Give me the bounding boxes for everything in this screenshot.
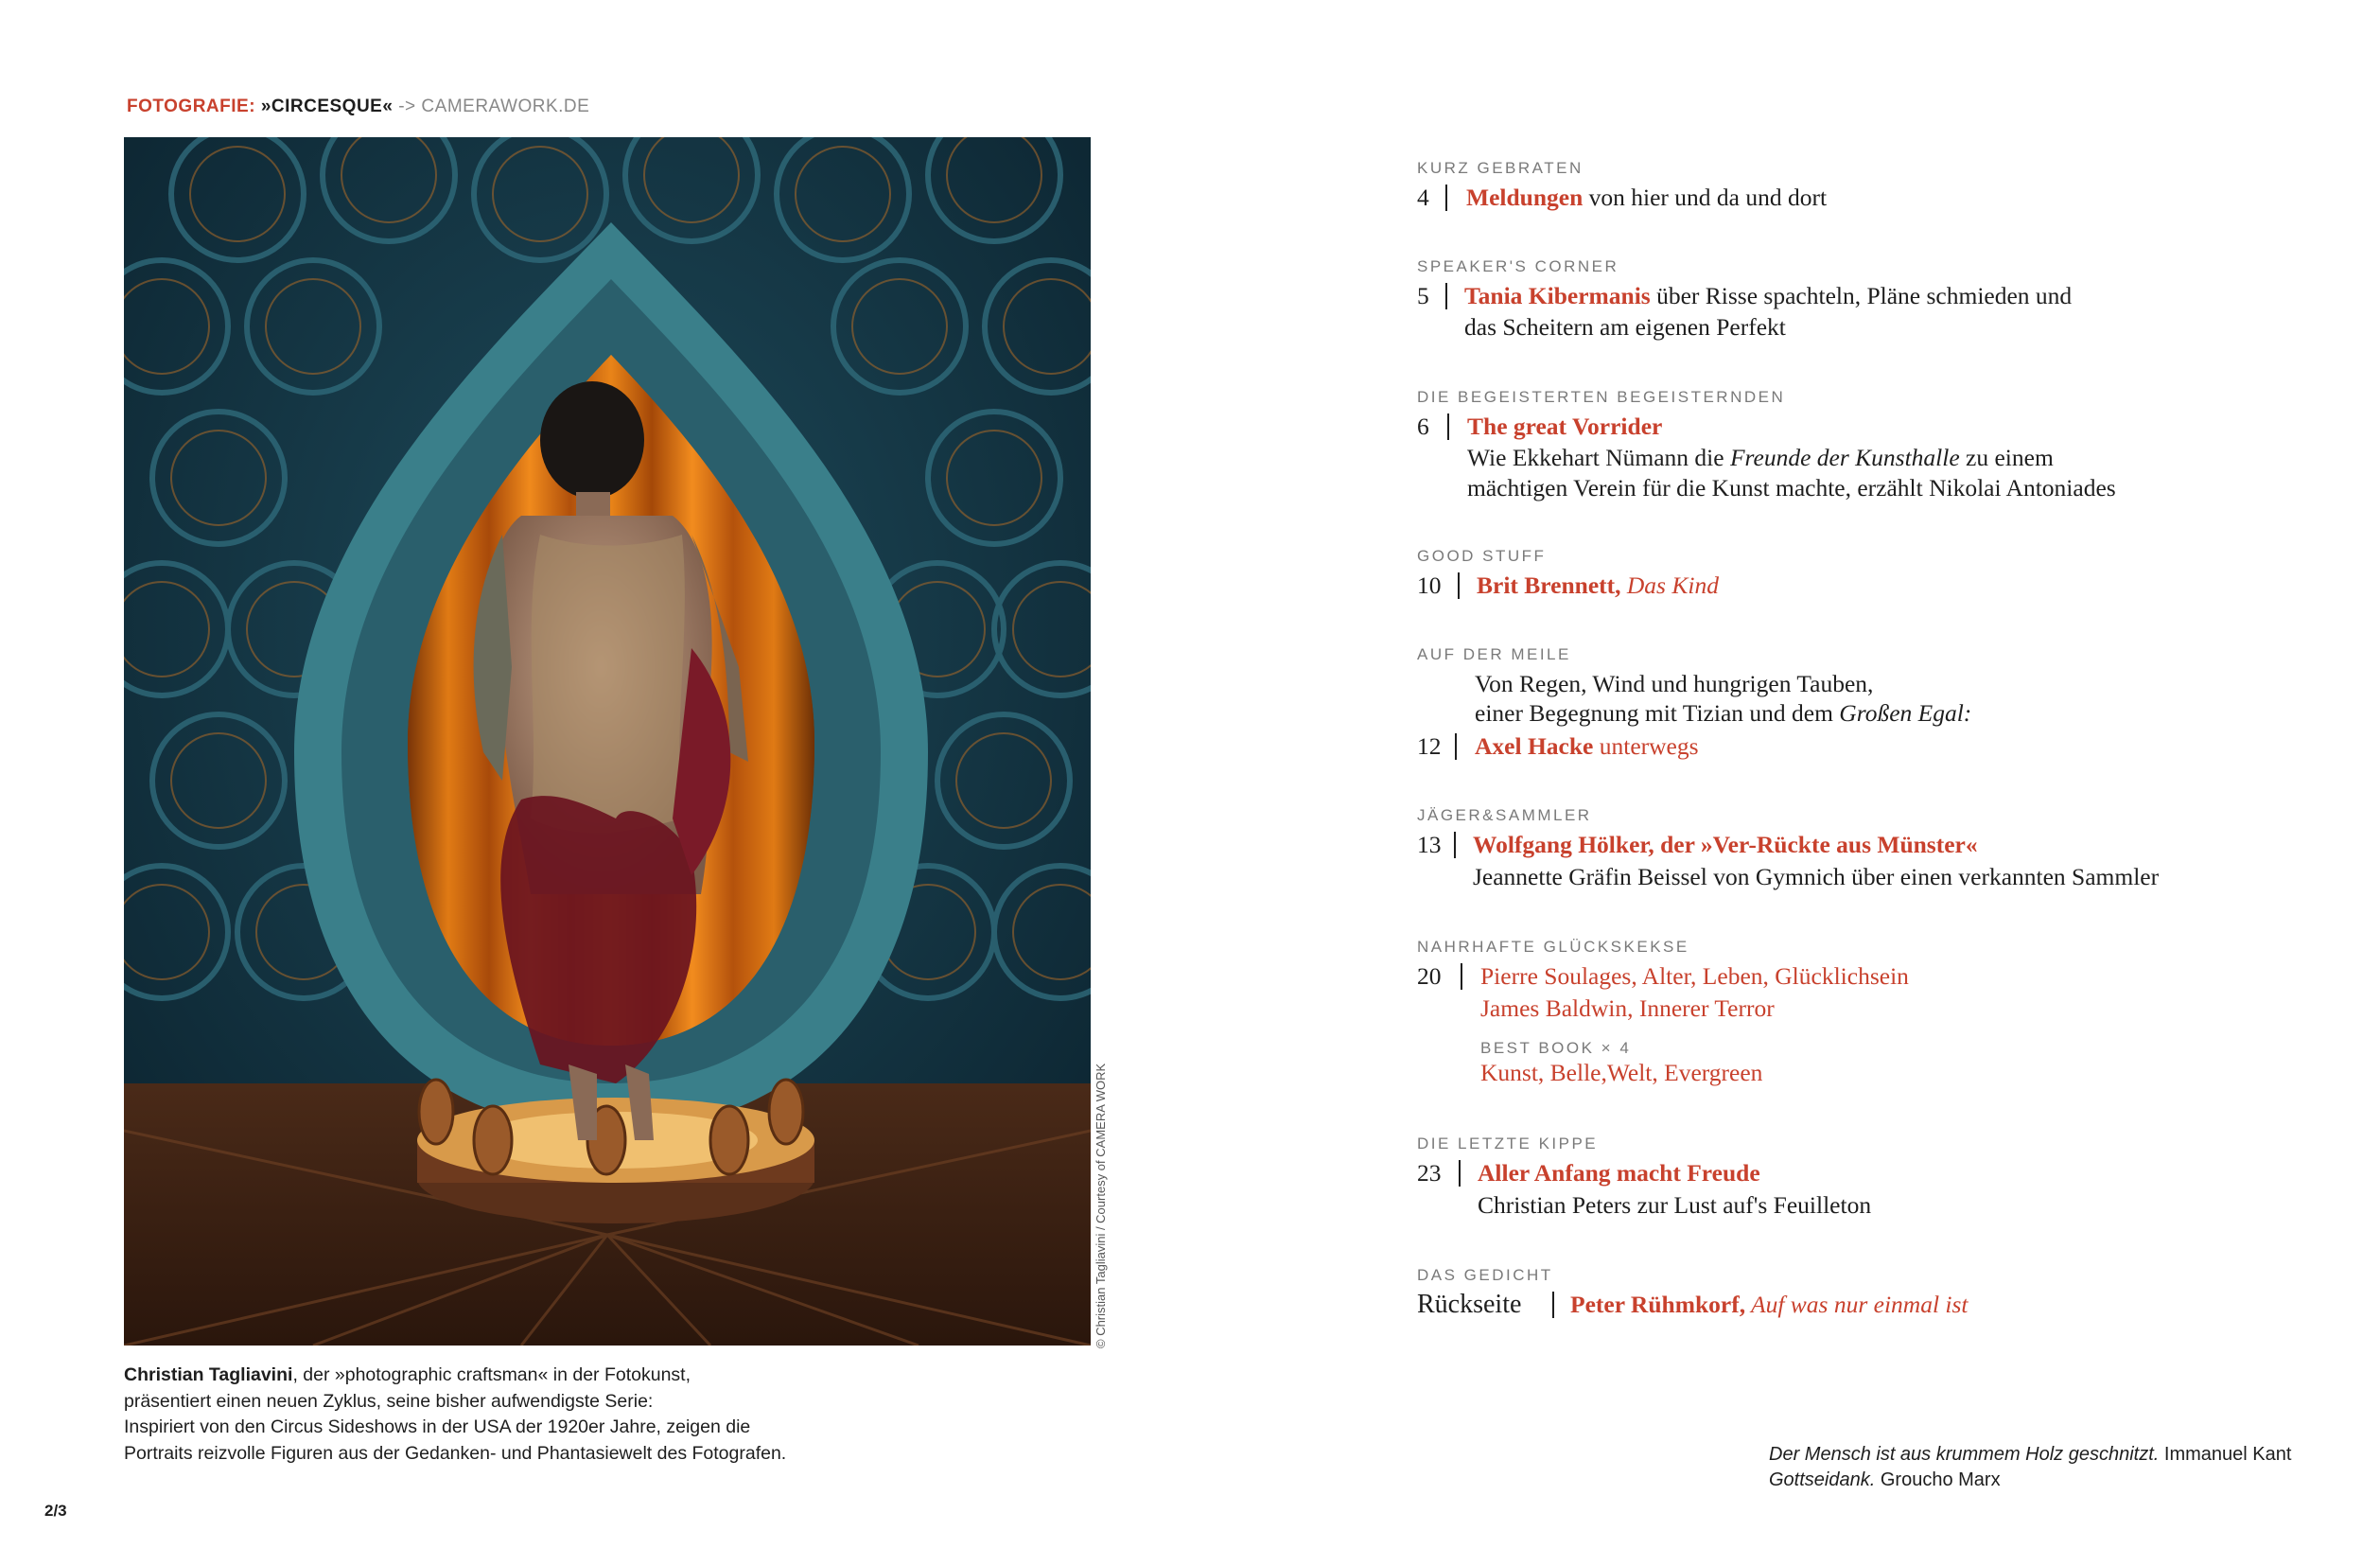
kicker-label: FOTOGRAFIE: <box>127 97 256 116</box>
entry-subtitle-line2: das Scheitern am eigenen Perfekt <box>1464 313 1786 341</box>
entry-subtitle-line2: Wie Ekkehart Nümann die Freunde der Kunsthalle zu einem <box>1467 444 2054 471</box>
book-2: James Baldwin, Innerer Terror <box>1480 994 1775 1022</box>
quote-1-author: Immanuel Kant <box>2159 1444 2292 1465</box>
entry-title: Aller Anfang macht Freude <box>1478 1159 1760 1187</box>
toc-entry-glueckskekse[interactable] <box>1417 938 2316 1112</box>
toc-entry-kurz-gebraten[interactable] <box>1417 159 2316 213</box>
footer-quotes <box>1769 1442 2291 1493</box>
entry-subtitle: von hier und da und dort <box>1583 184 1828 211</box>
quote-2-author: Groucho Marx <box>1875 1469 2001 1490</box>
divider <box>1458 572 1460 599</box>
kicker-title: »CIRCESQUE« <box>260 97 394 116</box>
best-book-label: BEST BOOK × 4 <box>1480 1039 1632 1057</box>
page-ref: 23 <box>1417 1159 1442 1187</box>
page-ref: Rückseite <box>1417 1290 1522 1319</box>
divider <box>1455 733 1457 760</box>
entry-title-italic: Auf was nur einmal ist <box>1745 1291 1969 1318</box>
caption-line1: , der »photographic craftsman« in der Fotokunst, <box>292 1364 691 1385</box>
entry-subtitle: über Risse spachteln, Pläne schmieden und <box>1650 282 2073 309</box>
page-ref: 6 <box>1417 413 1429 440</box>
entry-title-italic: Das Kind <box>1620 572 1719 599</box>
entry-title: Meldungen <box>1466 184 1584 211</box>
page-ref: 10 <box>1417 572 1442 599</box>
toc-entry-speakers-corner[interactable] <box>1417 257 2316 343</box>
caption-name: Christian Tagliavini <box>124 1364 293 1385</box>
section-label: KURZ GEBRATEN <box>1417 159 1584 177</box>
section-label: DAS GEDICHT <box>1417 1266 1553 1284</box>
caption-line2: präsentiert einen neuen Zyklus, seine bisher aufwendigste Serie: <box>124 1390 654 1412</box>
toc-entry-auf-der-meile[interactable] <box>1417 645 2316 762</box>
section-label: DIE LETZTE KIPPE <box>1417 1135 1599 1152</box>
kicker-source[interactable]: CAMERAWORK.DE <box>421 97 590 116</box>
page-ref: 13 <box>1417 831 1442 858</box>
entry-title: Brit Brennett, <box>1477 572 1621 599</box>
entry-title: Tania Kibermanis <box>1464 282 1651 309</box>
entry-title: The great Vorrider <box>1467 413 1663 440</box>
section-kicker <box>127 97 589 117</box>
entry-title: Axel Hacke <box>1475 732 1594 760</box>
page-number: 2/3 <box>44 1502 67 1520</box>
quote-2: Gottseidank. <box>1769 1469 1876 1490</box>
section-label: AUF DER MEILE <box>1417 645 1571 663</box>
toc-entry-jaeger-sammler[interactable] <box>1417 806 2316 891</box>
photo-caption <box>124 1363 975 1467</box>
divider <box>1447 413 1449 440</box>
page-ref: 12 <box>1417 732 1442 760</box>
toc-entry-begeisterten[interactable] <box>1417 388 2316 504</box>
page-ref: 4 <box>1417 184 1429 211</box>
entry-subtitle: Christian Peters zur Lust auf's Feuilleton <box>1478 1191 1872 1219</box>
entry-pre-line1: Von Regen, Wind und hungrigen Tauben, <box>1475 670 1874 697</box>
section-label: DIE BEGEISTERTEN BEGEISTERNDEN <box>1417 388 1786 406</box>
toc-entry-good-stuff[interactable] <box>1417 547 2316 601</box>
entry-subtitle-line3: mächtigen Verein für die Kunst machte, erzählt Nikolai Antoniades <box>1467 474 2116 501</box>
page-ref: 5 <box>1417 282 1429 309</box>
divider <box>1459 1160 1461 1187</box>
entry-pre-line2: einer Begegnung mit Tizian und dem Großen Egal: <box>1475 699 1972 727</box>
quote-1: Der Mensch ist aus krummem Holz geschnitzt. <box>1769 1444 2160 1465</box>
kicker-arrow: -> <box>393 97 422 116</box>
section-label: GOOD STUFF <box>1417 547 1547 565</box>
entry-title-rest: unterwegs <box>1593 732 1699 760</box>
photo-credit: © Christian Tagliavini / Courtesy of CAMERA WORK <box>1094 1063 1108 1348</box>
section-label: SPEAKER'S CORNER <box>1417 257 1619 275</box>
section-label: JÄGER&SAMMLER <box>1417 806 1592 824</box>
divider <box>1445 283 1447 309</box>
entry-title: Wolfgang Hölker, der »Ver-Rückte aus Münster« <box>1473 831 1978 858</box>
entry-subtitle: Jeannette Gräfin Beissel von Gymnich über einen verkannten Sammler <box>1473 863 2160 890</box>
divider <box>1461 963 1462 990</box>
toc-entry-letzte-kippe[interactable] <box>1417 1135 2316 1220</box>
book-1: Pierre Soulages, Alter, Leben, Glücklichsein <box>1480 962 1909 990</box>
toc-entry-das-gedicht[interactable] <box>1417 1266 2316 1320</box>
section-label: NAHRHAFTE GLÜCKSKEKSE <box>1417 938 1689 956</box>
caption-line3: Inspiriert von den Circus Sideshows in der USA der 1920er Jahre, zeigen die <box>124 1416 751 1437</box>
page-ref: 20 <box>1417 962 1442 990</box>
entry-title: Peter Rühmkorf, <box>1570 1291 1746 1318</box>
divider <box>1454 832 1456 858</box>
divider <box>1552 1292 1554 1318</box>
book-3: Kunst, Belle,Welt, Evergreen <box>1480 1059 1763 1086</box>
divider <box>1445 185 1447 211</box>
caption-line4: Portraits reizvolle Figuren aus der Gedanken- und Phantasiewelt des Fotografen. <box>124 1442 787 1464</box>
feature-photo <box>124 137 1091 1346</box>
